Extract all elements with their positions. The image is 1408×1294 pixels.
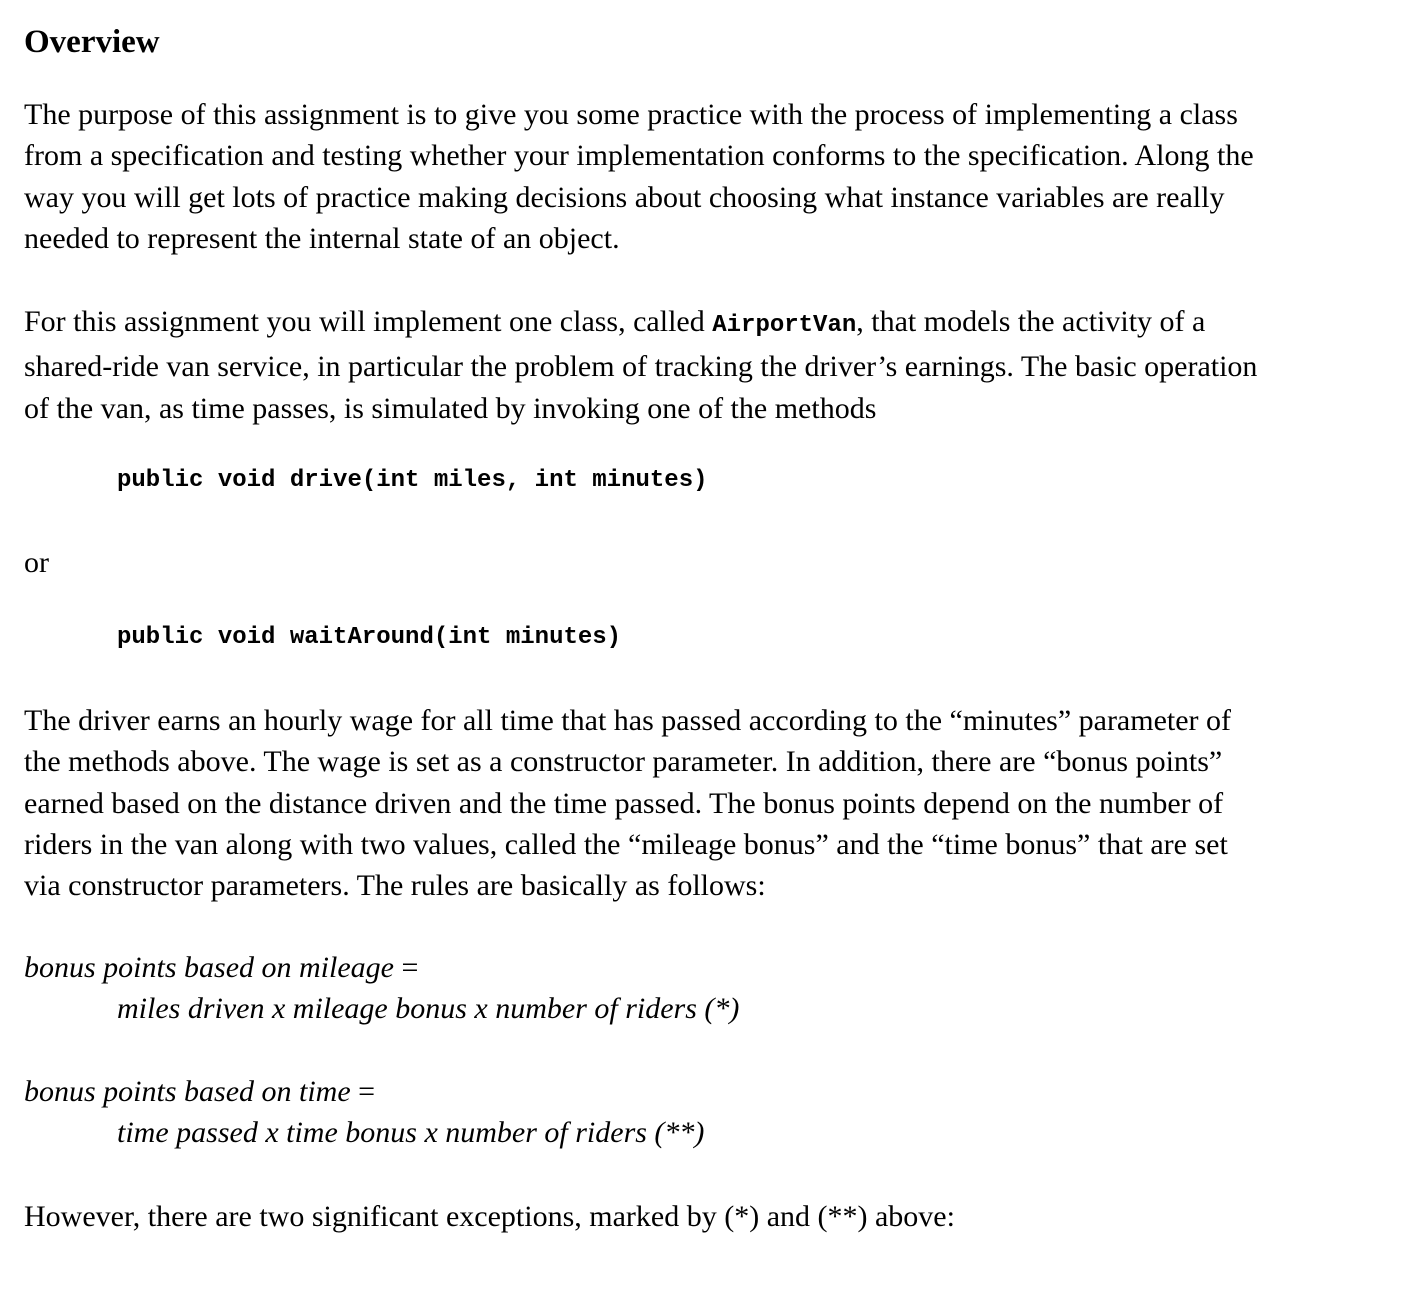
assignment-text-after: , that models the activity of a shared-ride van service, in particular the problem of tracking the driver’s earnings. The basic operation of the van, as time passes, is simulated by invoking one of the methods	[24, 305, 1258, 425]
mileage-formula-lhs-text: bonus points based on mileage	[24, 951, 394, 984]
intro-paragraph: The purpose of this assignment is to give you some practice with the process of implementing a class from a specification and testing whether your implementation conforms to the specification. Along the way you will get lots of practice making decisions about choosing what instance variables are really needed to represent the internal state of an object.	[24, 98, 1254, 255]
or-text: or	[24, 546, 49, 579]
time-formula-lhs-text: bonus points based on time	[24, 1075, 351, 1108]
section-heading: Overview	[24, 24, 160, 60]
wait-method-signature: public void waitAround(int minutes)	[117, 624, 622, 651]
assignment-text-before: For this assignment you will implement one class, called	[24, 305, 713, 338]
exceptions-paragraph: However, there are two significant exceptions, marked by (*) and (**) above:	[24, 1200, 955, 1233]
time-formula-equals: =	[350, 1075, 376, 1108]
mileage-formula-equals: =	[393, 951, 419, 984]
mileage-formula-rhs: miles driven x mileage bonus x number of riders (*)	[117, 992, 740, 1025]
assignment-paragraph	[24, 301, 1264, 429]
mileage-formula-lhs	[24, 947, 418, 988]
drive-method-signature: public void drive(int miles, int minutes)	[117, 467, 708, 494]
time-formula-rhs: time passed x time bonus x number of riders (**)	[117, 1116, 705, 1149]
time-formula-lhs	[24, 1071, 375, 1112]
wage-paragraph: The driver earns an hourly wage for all time that has passed according to the “minutes” parameter of the methods above. The wage is set as a constructor parameter. In addition, there are “bonus points” earned based on the distance driven and the time passed. The bonus points depend on the number of riders in the van along with two values, called the “mileage bonus” and the “time bonus” that are set via constructor parameters. The rules are basically as follows:	[24, 704, 1232, 903]
class-name-code: AirportVan	[712, 312, 857, 339]
